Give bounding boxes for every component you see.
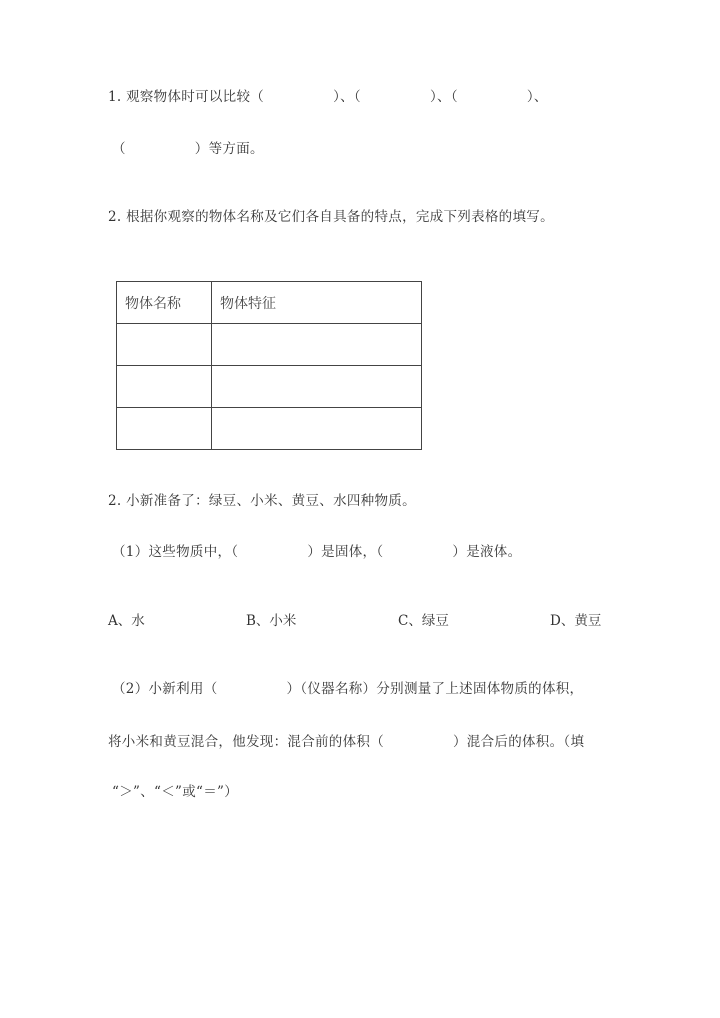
header-object-feature: 物体特征 bbox=[212, 282, 422, 324]
cell-name-2[interactable] bbox=[117, 366, 212, 408]
q1-line2: （ ）等方面。 bbox=[112, 141, 264, 157]
observation-table bbox=[116, 281, 422, 450]
q3-sub2-line3: “＞”、“＜”或“＝”） bbox=[112, 784, 239, 800]
option-c: C、绿豆 bbox=[398, 613, 449, 629]
header-object-name: 物体名称 bbox=[117, 282, 212, 324]
q3-sub2-line2: 将小米和黄豆混合，他发现：混合前的体积（ ）混合后的体积。（填 bbox=[108, 734, 585, 750]
q3-prompt: 2. 小新准备了：绿豆、小米、黄豆、水四种物质。 bbox=[108, 493, 416, 509]
option-b: B、小米 bbox=[246, 613, 297, 629]
option-a: A、水 bbox=[108, 613, 145, 629]
table-row bbox=[117, 324, 422, 366]
cell-name-3[interactable] bbox=[117, 408, 212, 450]
table-row bbox=[117, 366, 422, 408]
table-row bbox=[117, 408, 422, 450]
q1-line1: 1. 观察物体时可以比较（ ）、（ ）、（ ）、 bbox=[108, 89, 548, 105]
option-d: D、黄豆 bbox=[550, 613, 602, 629]
table-header-row bbox=[117, 282, 422, 324]
q2-prompt: 2. 根据你观察的物体名称及它们各自具备的特点，完成下列表格的填写。 bbox=[108, 209, 554, 225]
cell-feature-3[interactable] bbox=[212, 408, 422, 450]
q3-sub2-line1: （2）小新利用（ ）（仪器名称）分别测量了上述固体物质的体积， bbox=[112, 681, 584, 697]
cell-feature-1[interactable] bbox=[212, 324, 422, 366]
q3-sub1: （1）这些物质中，（ ）是固体，（ ）是液体。 bbox=[112, 544, 522, 560]
cell-feature-2[interactable] bbox=[212, 366, 422, 408]
cell-name-1[interactable] bbox=[117, 324, 212, 366]
